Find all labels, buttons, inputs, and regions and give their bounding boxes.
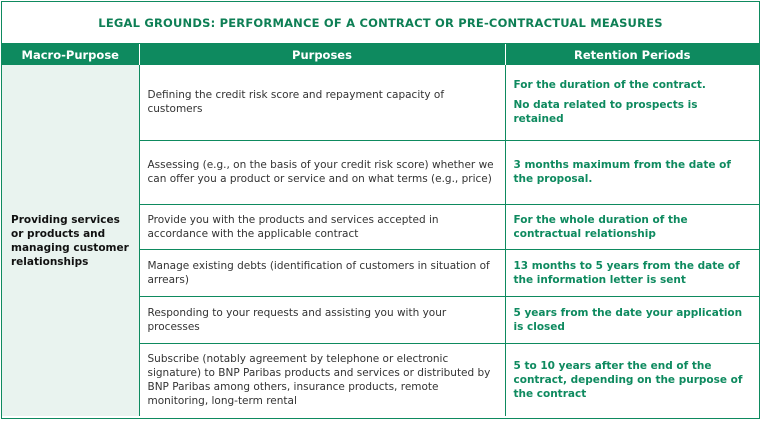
table-title: LEGAL GROUNDS: PERFORMANCE OF A CONTRACT OR PRE-CONTRACTUAL MEASURES	[98, 15, 663, 30]
table-row	[2, 65, 759, 140]
retention-line: 3 months maximum from the date of the proposal.	[513, 159, 731, 185]
retention-line: 5 years from the date your application is closed	[513, 306, 743, 333]
purpose-cell: Assessing (e.g., on the basis of your credit risk score) whether we can offer you a product or service and on what terms (e.g., price)	[139, 140, 505, 204]
retention-cell	[505, 343, 759, 416]
retention-table	[2, 44, 759, 416]
header-purposes: Purposes	[139, 44, 505, 65]
retention-cell	[505, 140, 759, 204]
retention-line: For the duration of the contract.	[513, 79, 706, 92]
macro-purpose-cell: Providing services or products and managing customer relationships	[2, 65, 139, 416]
retention-line: No data related to prospects is retained	[513, 99, 698, 126]
retention-line: 13 months to 5 years from the date of the information letter is sent	[513, 259, 740, 286]
retention-line: For the whole duration of the contractual relationship	[513, 213, 688, 240]
purpose-cell: Subscribe (notably agreement by telephone or electronic signature) to BNP Paribas products and services or distributed by BNP Paribas among others, insurance products, remote monitoring, long-term rental	[139, 343, 505, 416]
table-title-bar	[2, 2, 759, 44]
header-retention-periods: Retention Periods	[505, 44, 759, 65]
header-row	[2, 44, 759, 65]
header-macro-purpose: Macro-Purpose	[2, 44, 139, 65]
retention-cell	[505, 204, 759, 249]
purpose-cell: Manage existing debts (identification of customers in situation of arrears)	[139, 249, 505, 296]
retention-cell	[505, 296, 759, 343]
purpose-cell: Provide you with the products and services accepted in accordance with the applicable contract	[139, 204, 505, 249]
retention-cell	[505, 249, 759, 296]
purpose-cell: Defining the credit risk score and repayment capacity of customers	[139, 65, 505, 140]
purpose-cell: Responding to your requests and assisting you with your processes	[139, 296, 505, 343]
retention-table-panel	[1, 1, 760, 419]
retention-cell	[505, 65, 759, 140]
retention-line: 5 to 10 years after the end of the contract, depending on the purpose of the contract	[513, 359, 743, 400]
